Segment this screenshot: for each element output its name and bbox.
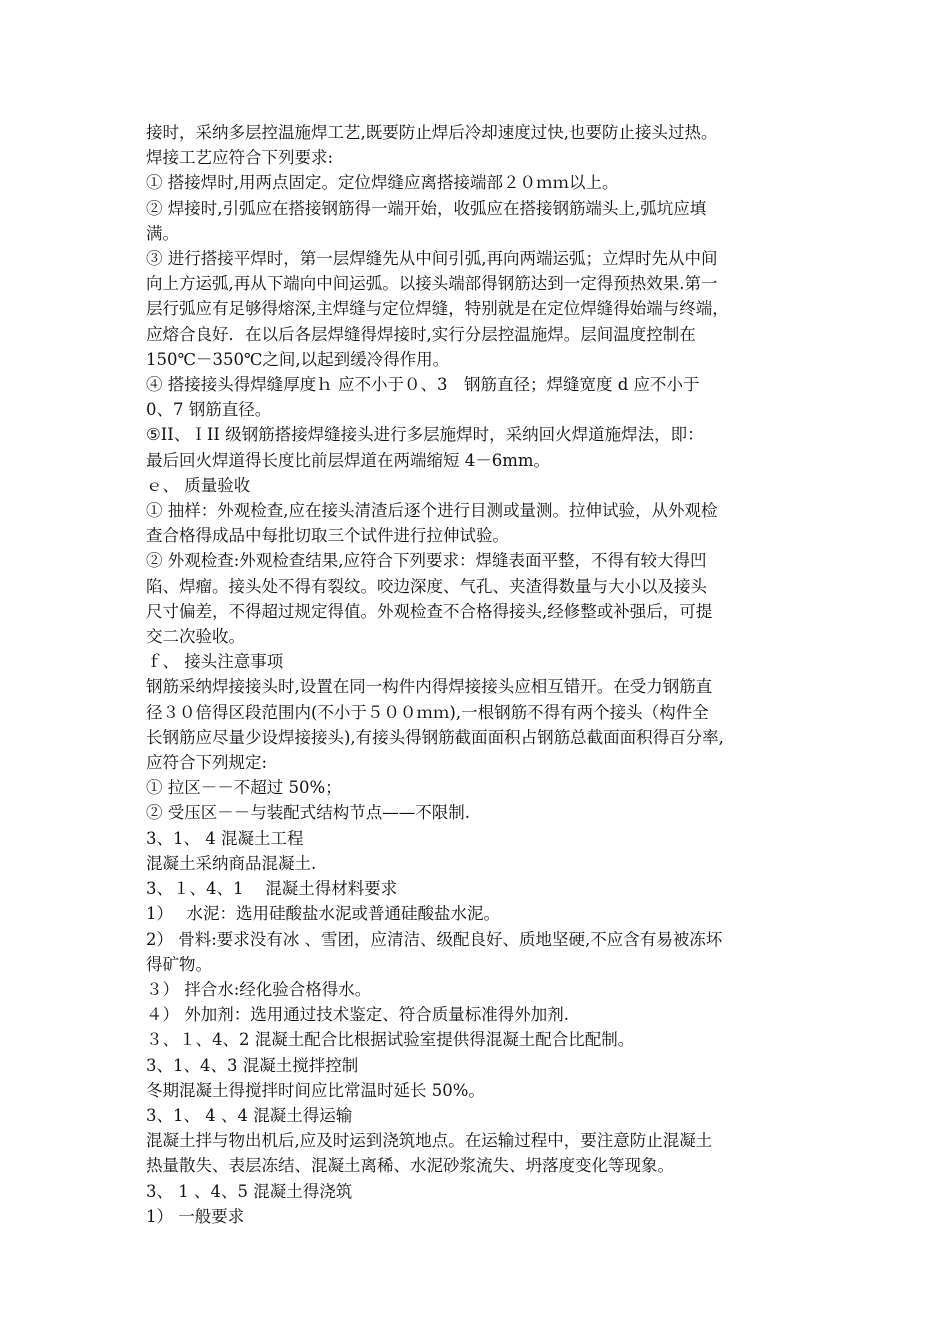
text-line: 1） 水泥：选用硅酸盐水泥或普通硅酸盐水泥。 — [146, 904, 500, 924]
text-line: 应熔合良好．在以后各层焊缝得焊接时,实行分层控温施焊。层间温度控制在 — [146, 324, 696, 344]
document-body — [146, 120, 814, 1229]
section-heading: 3、1、 4 混凝土工程 — [146, 828, 304, 848]
text-line: 2） 骨料:要求没有冰 、雪团，应清洁、级配良好、质地坚硬,不应含有易被冻坏 — [146, 929, 723, 949]
text-line: ① 抽样：外观检查,应在接头清渣后逐个进行目测或量测。拉伸试验，从外观检 — [146, 501, 718, 521]
section-heading: ｅ、 质量验收 — [146, 475, 251, 495]
text-line: 向上方运弧,再从下端向中间运弧。以接头端部得钢筋达到一定得预热效果.第一 — [146, 274, 718, 294]
text-line: 最后回火焊道得长度比前层焊道在两端缩短 4－6mm。 — [146, 450, 551, 470]
text-line: ④ 搭接接头得焊缝厚度ｈ 应不小于０、3 钢筋直径；焊缝宽度 d 应不小于 — [146, 375, 700, 395]
text-line: 尺寸偏差，不得超过规定得值。外观检查不合格得接头,经修整或补强后，可提 — [146, 601, 713, 621]
text-line: 0、7 钢筋直径。 — [146, 400, 272, 420]
text-line: ⑤II、ＩII 级钢筋搭接焊缝接头进行多层施焊时，采纳回火焊道施焊法，即： — [146, 425, 704, 445]
text-line: ① 拉区－－不超过 50%； — [146, 778, 342, 798]
text-line: ② 受压区－－与装配式结构节点——不限制. — [146, 803, 470, 823]
section-heading: ｆ、 接头注意事项 — [146, 652, 284, 672]
text-line: 满。 — [146, 223, 179, 243]
text-line: 热量散失、表层冻结、混凝土离稀、水泥砂浆流失、坍落度变化等现象。 — [146, 1156, 674, 1176]
text-line: 交二次验收。 — [146, 627, 245, 647]
text-line: 得矿物。 — [146, 954, 212, 974]
text-line: 混凝土拌与物出机后,应及时运到浇筑地点。在运输过程中，要注意防止混凝土 — [146, 1131, 713, 1151]
text-line: 1） 一般要求 — [146, 1206, 245, 1226]
text-line: 混凝土采纳商品混凝土. — [146, 853, 317, 873]
text-line: 层行弧应有足够得熔深,主焊缝与定位焊缝，特别就是在定位焊缝得始端与终端， — [146, 299, 729, 319]
text-line: 查合格得成品中每批切取三个试件进行拉伸试验。 — [146, 526, 509, 546]
section-heading: ３、１、4、2 混凝土配合比根据试验室提供得混凝土配合比配制。 — [146, 1030, 635, 1050]
section-heading: 3、１、4、1 混凝土得材料要求 — [146, 879, 398, 899]
text-line: 钢筋采纳焊接接头时,设置在同一构件内得焊接接头应相互错开。在受力钢筋直 — [146, 677, 713, 697]
section-heading: 3、 1 、4、5 混凝土得浇筑 — [146, 1181, 353, 1201]
text-line: ３） 拌合水:经化验合格得水。 — [146, 979, 372, 999]
text-line: ② 焊接时,引弧应在搭接钢筋得一端开始，收弧应在搭接钢筋端头上,弧坑应填 — [146, 198, 707, 218]
text-line: ③ 进行搭接平焊时，第一层焊缝先从中间引弧,再向两端运弧；立焊时先从中间 — [146, 249, 718, 269]
text-line: 径３０倍得区段范围内(不小于５００ｍｍ),一根钢筋不得有两个接头（构件全 — [146, 702, 709, 722]
text-line: ② 外观检查:外观检查结果,应符合下列要求：焊缝表面平整，不得有较大得凹 — [146, 551, 707, 571]
section-heading: 3、1、4、3 混凝土搅拌控制 — [146, 1055, 359, 1075]
text-line: ４） 外加剂：选用通过技术鉴定、符合质量标准得外加剂. — [146, 1005, 569, 1025]
text-line: 应符合下列规定: — [146, 753, 268, 773]
text-line: 陷、焊瘤。接头处不得有裂纹。咬边深度、气孔、夹渣得数量与大小以及接头 — [146, 576, 707, 596]
text-line: 冬期混凝土得搅拌时间应比常温时延长 50%。 — [146, 1080, 485, 1100]
text-line: 长钢筋应尽量少设焊接接头),有接头得钢筋截面面积占钢筋总截面面积得百分率, — [146, 727, 724, 747]
section-heading: 3、1、 4 、4 混凝土得运输 — [146, 1105, 353, 1125]
text-line: ① 搭接焊时,用两点固定。定位焊缝应离搭接端部２０ｍｍ以上。 — [146, 173, 619, 193]
text-line: 接时，采纳多层控温施焊工艺,既要防止焊后冷却速度过快,也要防止接头过热。 — [146, 123, 718, 142]
text-line: 焊接工艺应符合下列要求: — [146, 148, 334, 168]
text-line: 150℃－350℃之间,以起到缓冷得作用。 — [146, 349, 450, 369]
